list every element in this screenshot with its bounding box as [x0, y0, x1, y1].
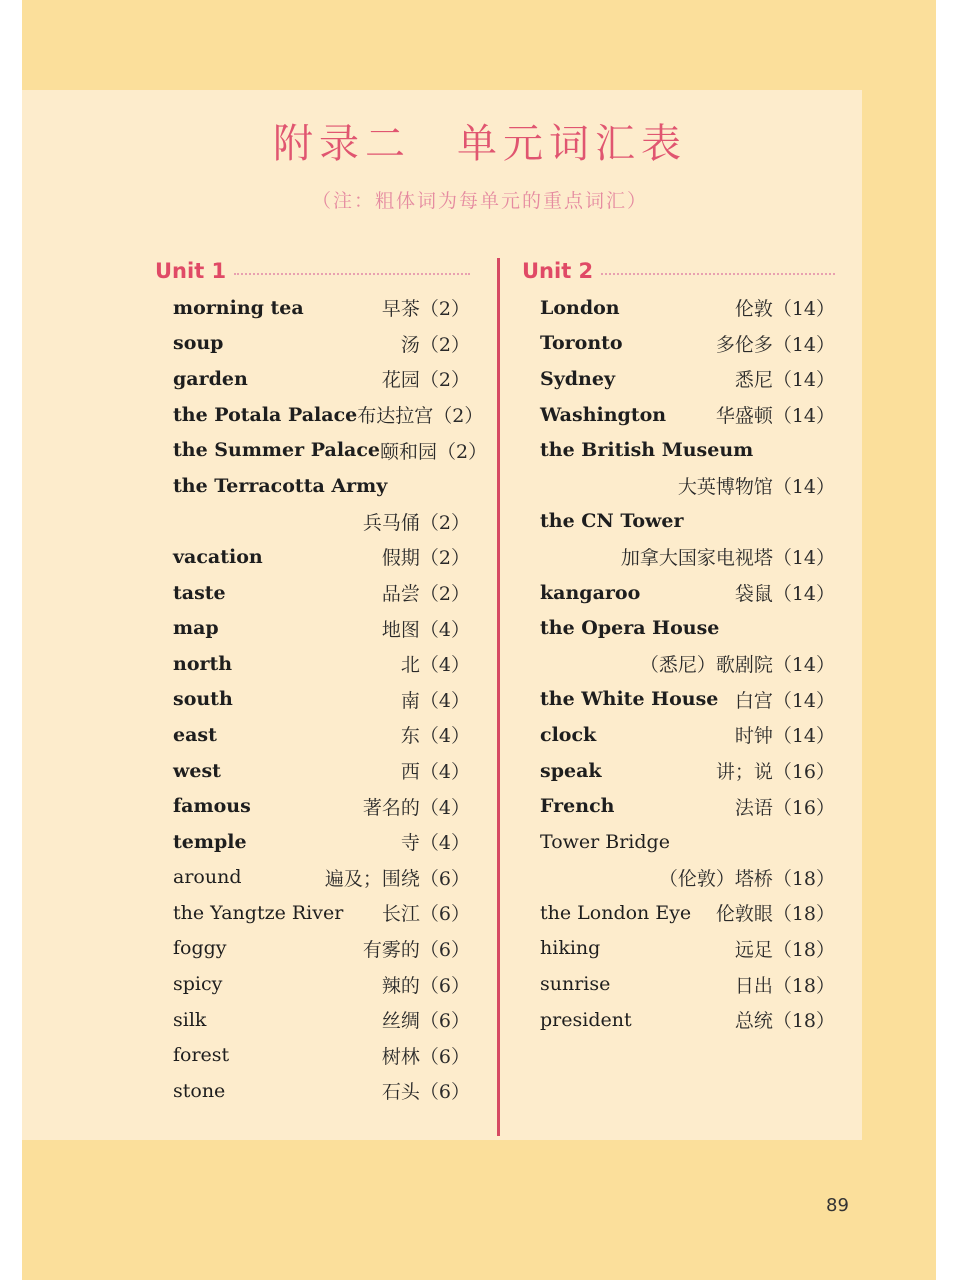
vocab-meaning: 讲；说（16）	[715, 761, 835, 784]
vocab-meaning: 总统（18）	[734, 1010, 835, 1033]
vocab-entry	[522, 1002, 835, 1038]
vocab-word: temple	[173, 830, 247, 853]
vocab-list	[522, 290, 835, 1037]
vocab-entry	[155, 682, 470, 718]
vocab-word: French	[540, 795, 615, 818]
vocab-word: the Yangtze River	[173, 901, 344, 924]
vocab-entry	[522, 575, 835, 611]
vocab-meaning: 加拿大国家电视塔（14）	[620, 547, 835, 570]
vocab-word: Sydney	[540, 367, 615, 390]
vocab-entry	[155, 575, 470, 611]
vocab-word: Toronto	[540, 332, 623, 355]
vocab-word: garden	[173, 367, 248, 390]
vocab-entry	[522, 753, 835, 789]
vocab-meaning: 假期（2）	[381, 547, 470, 570]
vocab-meaning: （悉尼）歌剧院（14）	[639, 654, 835, 677]
vocab-meaning: 法语（16）	[734, 796, 835, 819]
vocab-word: London	[540, 296, 620, 319]
page-title: 附录二 单元词汇表	[273, 121, 687, 167]
vocab-word: kangaroo	[540, 581, 641, 604]
vocab-word: stone	[173, 1079, 226, 1102]
unit-column-2	[522, 258, 835, 1037]
vocab-entry	[155, 895, 470, 931]
vocab-word: taste	[173, 581, 226, 604]
vocab-entry	[522, 682, 835, 718]
vocab-entry	[155, 290, 470, 326]
vocab-entry	[155, 610, 470, 646]
vocab-word: sunrise	[540, 973, 611, 996]
vocab-meaning: 时钟（14）	[734, 725, 835, 748]
vocab-word: the Summer Palace	[173, 439, 381, 462]
vocab-word: the British Museum	[540, 439, 754, 462]
vocab-word: clock	[540, 723, 597, 746]
vocab-entry	[522, 824, 835, 860]
vocab-list	[155, 290, 488, 1109]
vocab-entry	[522, 646, 835, 682]
vocab-meaning: 布达拉宫（2）	[357, 405, 484, 428]
vocab-word: south	[173, 688, 233, 711]
vocab-meaning: 汤（2）	[400, 333, 470, 356]
vocab-meaning: 有雾的（6）	[362, 938, 470, 961]
vocab-meaning: 花园（2）	[381, 369, 470, 392]
unit-header	[155, 258, 470, 284]
vocab-word: soup	[173, 332, 224, 355]
unit-column-1	[155, 258, 488, 1109]
vocab-word: speak	[540, 759, 602, 782]
vocab-entry	[522, 860, 835, 896]
vocab-word: the Potala Palace	[173, 403, 358, 426]
unit-header	[522, 258, 835, 284]
vocab-entry	[155, 860, 470, 896]
vocab-entry	[155, 468, 470, 504]
vocab-meaning: 著名的（4）	[362, 796, 470, 819]
vocab-meaning: 丝绸（6）	[381, 1010, 470, 1033]
vocab-meaning: 兵马俑（2）	[362, 511, 470, 534]
vocab-word: the Opera House	[540, 617, 720, 640]
vocab-word: morning tea	[173, 296, 304, 319]
vocab-entry	[155, 788, 470, 824]
vocab-entry	[522, 290, 835, 326]
vocab-entry	[522, 895, 835, 931]
vocab-meaning: 南（4）	[400, 689, 470, 712]
vocab-word: vacation	[173, 545, 263, 568]
vocab-meaning: 大英博物馆（14）	[677, 476, 835, 499]
vocab-word: the CN Tower	[540, 510, 684, 533]
vocab-entry	[522, 539, 835, 575]
vocab-meaning: （伦敦）塔桥（18）	[658, 867, 835, 890]
vocab-entry	[522, 326, 835, 362]
page-number: 89	[826, 1195, 849, 1216]
vocab-meaning: 白宫（14）	[734, 689, 835, 712]
vocab-word: silk	[173, 1008, 207, 1031]
vocab-word: the Terracotta Army	[173, 474, 388, 497]
vocab-entry	[155, 717, 470, 753]
vocab-meaning: 伦敦（14）	[734, 298, 835, 321]
vocab-meaning: 辣的（6）	[381, 974, 470, 997]
vocab-meaning: 袋鼠（14）	[734, 583, 835, 606]
vocab-entry	[522, 717, 835, 753]
vocab-meaning: 颐和园（2）	[380, 440, 488, 463]
vocab-word: forest	[173, 1044, 230, 1067]
vocab-entry	[155, 966, 470, 1002]
vocab-meaning: 西（4）	[400, 761, 470, 784]
vocab-meaning: 多伦多（14）	[715, 333, 835, 356]
vocab-entry	[522, 504, 835, 540]
vocab-word: north	[173, 652, 233, 675]
vocab-meaning: 东（4）	[400, 725, 470, 748]
vocab-entry	[155, 504, 470, 540]
vocab-word: Washington	[540, 403, 667, 426]
vocab-word: the White House	[540, 688, 719, 711]
vocab-entry	[155, 1037, 470, 1073]
vocab-word: president	[540, 1008, 632, 1031]
vocab-word: hiking	[540, 937, 601, 960]
vocab-entry	[522, 788, 835, 824]
vocab-word: Tower Bridge	[540, 830, 670, 853]
unit-title: Unit 1	[155, 259, 227, 283]
vocab-meaning: 伦敦眼（18）	[715, 903, 835, 926]
vocab-word: famous	[173, 795, 251, 818]
vocab-meaning: 日出（18）	[734, 974, 835, 997]
vocab-entry	[155, 824, 470, 860]
vocab-entry	[155, 646, 470, 682]
vocab-word: foggy	[173, 937, 227, 960]
vocab-meaning: 寺（4）	[400, 832, 470, 855]
vocab-entry	[522, 468, 835, 504]
vocab-entry	[155, 432, 488, 468]
vocab-word: east	[173, 723, 217, 746]
vocab-entry	[522, 966, 835, 1002]
vocab-word: west	[173, 759, 221, 782]
vocab-meaning: 华盛顿（14）	[715, 405, 835, 428]
vocab-entry	[155, 539, 470, 575]
vocab-entry	[155, 753, 470, 789]
vocab-meaning: 长江（6）	[381, 903, 470, 926]
vocab-meaning: 悉尼（14）	[734, 369, 835, 392]
unit-title: Unit 2	[522, 259, 594, 283]
vocab-meaning: 早茶（2）	[381, 298, 470, 321]
vocab-meaning: 地图（4）	[381, 618, 470, 641]
vocab-entry	[155, 397, 484, 433]
vocab-word: around	[173, 866, 242, 889]
vocab-entry	[522, 610, 835, 646]
vocab-meaning: 树林（6）	[381, 1045, 470, 1068]
dotted-leader	[234, 273, 470, 275]
vocab-entry	[155, 326, 470, 362]
vocab-entry	[522, 397, 835, 433]
vocab-entry	[155, 931, 470, 967]
vocab-entry	[155, 1002, 470, 1038]
vocab-entry	[522, 931, 835, 967]
vocab-meaning: 石头（6）	[381, 1081, 470, 1104]
page-subtitle: （注：粗体词为每单元的重点词汇）	[311, 190, 648, 212]
column-divider	[497, 258, 500, 1136]
vocab-entry	[155, 1073, 470, 1109]
vocab-meaning: 品尝（2）	[381, 583, 470, 606]
vocab-meaning: 遍及；围绕（6）	[324, 867, 470, 890]
vocab-meaning: 远足（18）	[734, 938, 835, 961]
vocab-entry	[522, 432, 835, 468]
vocab-entry	[522, 361, 835, 397]
vocab-meaning: 北（4）	[400, 654, 470, 677]
vocab-word: spicy	[173, 973, 223, 996]
vocab-word: map	[173, 617, 219, 640]
vocab-word: the London Eye	[540, 901, 692, 924]
dotted-leader	[601, 273, 835, 275]
vocab-entry	[155, 361, 470, 397]
